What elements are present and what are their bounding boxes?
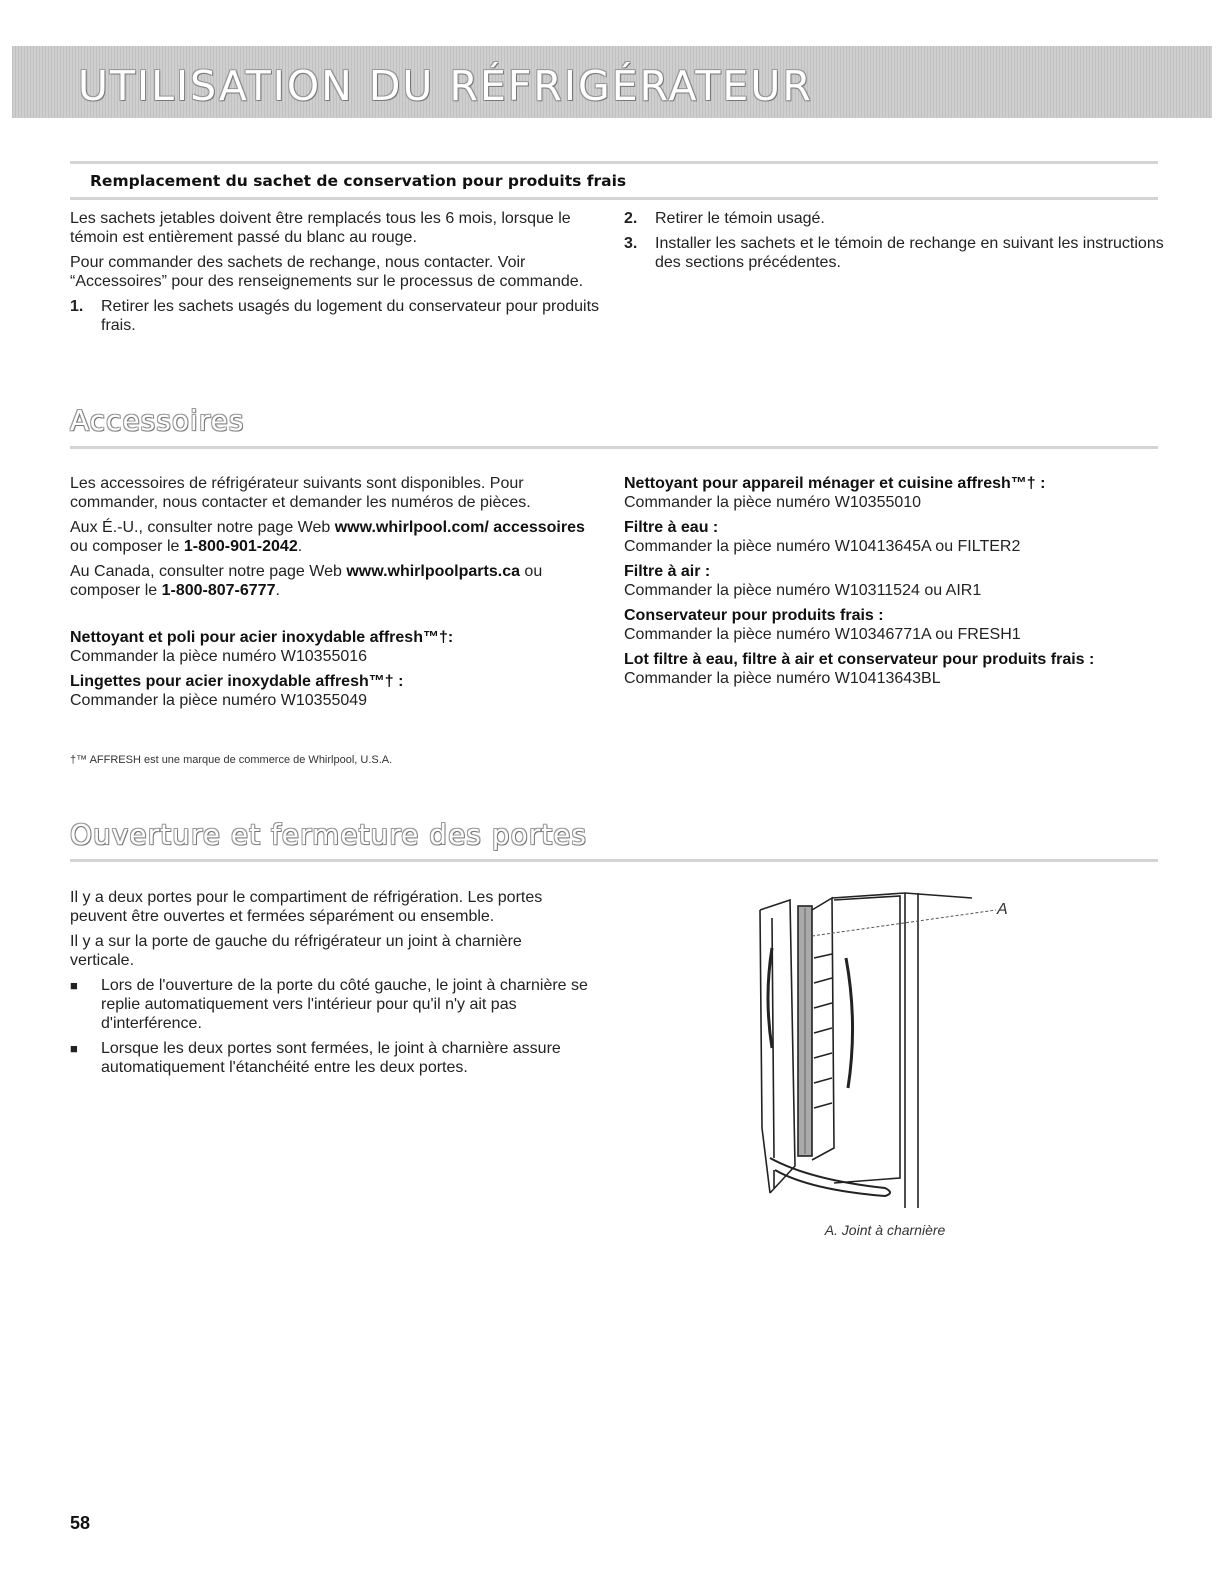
accessoires-ca-contact: Au Canada, consulter notre page Web www.whirlpoolparts.ca ou composer le 1-800-807-6777. [70,563,543,599]
page-number: 58 [70,1513,91,1533]
accessory-order: Commander la pièce numéro W10311524 ou AIR1 [624,582,982,599]
accessoires-left-column [70,474,600,716]
accessory-name: Nettoyant et poli pour acier inoxydable affresh™†: [70,629,454,646]
section1-left-column [70,209,600,341]
step-number: 2. [624,210,638,227]
accessory-order: Commander la pièce numéro W10355049 [70,692,368,709]
section1-right-column [624,209,1164,278]
accessory-order: Commander la pièce numéro W10355010 [624,494,922,511]
portes-paragraph: Il y a deux portes pour le compartiment de réfrigération. Les portes peuvent être ouvertes et fermées séparément ou ensemble. [70,889,543,925]
step-number: 3. [624,235,638,252]
accessory-item [624,650,1164,688]
step-text: Retirer le témoin usagé. [655,210,825,227]
bullet-item [70,976,590,1033]
accessory-item [624,562,1164,600]
accessory-item [624,474,1164,512]
us-phone: 1-800-901-2042 [183,538,298,555]
step-item [624,209,1164,228]
section-title-accessoires: Accessoires [70,404,245,437]
accessoires-intro: Les accessoires de réfrigérateur suivants sont disponibles. Pour commander, nous contacter et demander les numéros de pièces. [70,475,531,511]
bullet-square-icon: ■ [70,1041,78,1056]
bullet-text: Lors de l'ouverture de la porte du côté gauche, le joint à charnière se replie automatiquement vers l'intérieur pour qu'il n'y ait pas d'interférence. [101,977,588,1032]
bullet-square-icon: ■ [70,978,78,993]
subsection-title: Remplacement du sachet de conservation pour produits frais [90,172,627,190]
step-item [624,234,1164,272]
step-number: 1. [70,298,84,315]
accessory-order: Commander la pièce numéro W10413643BL [624,670,941,687]
ca-web-link[interactable]: www.whirlpoolparts.ca [346,563,520,580]
accessory-name: Nettoyant pour appareil ménager et cuisine affresh™† : [624,475,1046,492]
accessory-name: Filtre à air : [624,563,711,580]
ca-phone: 1-800-807-6777 [161,582,276,599]
step-text: Installer les sachets et le témoin de rechange en suivant les instructions des sections précédentes. [655,235,1164,271]
figure-caption: A. Joint à charnière [824,1222,946,1238]
section-rule [70,446,1158,449]
figure-callout-a: A [997,901,1008,918]
trademark-footnote: †™ AFFRESH est une marque de commerce de Whirlpool, U.S.A. [70,754,393,766]
section1-paragraph: Pour commander des sachets de rechange, nous contacter. Voir “Accessoires” pour des renseignements sur le processus de commande. [70,254,584,290]
header-banner [12,46,1212,118]
portes-paragraph: Il y a sur la porte de gauche du réfrigérateur un joint à charnière verticale. [70,933,522,969]
accessoires-right-column [624,474,1164,694]
accessory-name: Filtre à eau : [624,519,719,536]
accessory-order: Commander la pièce numéro W10413645A ou FILTER2 [624,538,1021,555]
accessory-order: Commander la pièce numéro W10355016 [70,648,368,665]
bullet-item [70,1039,590,1077]
bullet-text: Lorsque les deux portes sont fermées, le joint à charnière assure automatiquement l'étanchéité entre les deux portes. [101,1040,561,1076]
accessory-item [624,518,1164,556]
accessory-order: Commander la pièce numéro W10346771A ou FRESH1 [624,626,1021,643]
accessory-name: Lot filtre à eau, filtre à air et conservateur pour produits frais : [624,651,1095,668]
portes-text-column [70,888,590,1083]
accessory-item [70,672,600,710]
section-rule [70,859,1158,862]
accessoires-us-contact: Aux É.-U., consulter notre page Web www.whirlpool.com/ accessoires ou composer le 1-800-901-2042. [70,519,585,555]
section1-paragraph: Les sachets jetables doivent être remplacés tous les 6 mois, lorsque le témoin est entièrement passé du blanc au rouge. [70,210,571,246]
us-web-link[interactable]: www.whirlpool.com/ accessoires [334,519,585,536]
accessory-name: Lingettes pour acier inoxydable affresh™† : [70,673,404,690]
step-item [70,297,600,335]
refrigerator-door-illustration [750,888,1030,1218]
step-text: Retirer les sachets usagés du logement du conservateur pour produits frais. [101,298,600,334]
section-title-portes: Ouverture et fermeture des portes [70,818,587,851]
accessory-item [70,628,600,666]
accessory-item [624,606,1164,644]
page-title: UTILISATION DU RÉFRIGÉRATEUR [78,62,813,110]
accessory-name: Conservateur pour produits frais : [624,607,884,624]
